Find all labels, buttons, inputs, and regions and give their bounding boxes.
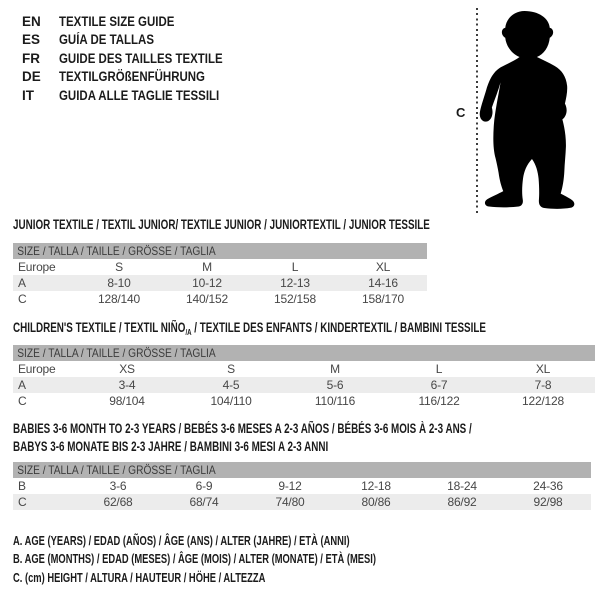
junior-size-table xyxy=(13,243,427,307)
size-header-bar: SIZE / TALLA / TAILLE / GRÖSSE / TAGLIA xyxy=(13,345,595,361)
nino-a-subscript: /A xyxy=(185,327,192,338)
footnote-age-years: A. AGE (YEARS) / EDAD (AÑOS) / ÂGE (ANS) / ALTER (JAHRE) / ETÀ (ANNI) xyxy=(13,532,350,548)
value-cell: 18-24 xyxy=(447,479,477,493)
value-cell: 3-4 xyxy=(118,378,136,392)
value-cell: 14-16 xyxy=(368,276,398,290)
value-cell: 80/86 xyxy=(361,495,391,509)
language-code: IT xyxy=(22,87,34,103)
row-label-cell: C xyxy=(18,495,27,509)
size-label-cell: XL xyxy=(535,362,551,376)
value-cell: 6-9 xyxy=(195,479,213,493)
row-label-cell: A xyxy=(18,276,26,290)
value-cell: 24-36 xyxy=(533,479,563,493)
value-cell: 140/152 xyxy=(186,292,228,306)
babies-size-table xyxy=(13,462,591,510)
value-cell: 5-6 xyxy=(326,378,344,392)
guide-title: TEXTILGRÖßENFÜHRUNG xyxy=(59,69,205,85)
size-label-cell: M xyxy=(202,260,212,274)
footnote-height-cm: C. (cm) HEIGHT / ALTURA / HAUTEUR / HÖHE / ALTEZZA xyxy=(13,569,266,585)
children-table-grid xyxy=(13,361,595,409)
language-row-de xyxy=(22,68,252,87)
size-header-bar: SIZE / TALLA / TAILLE / GRÖSSE / TAGLIA xyxy=(13,243,427,259)
baby-silhouette-icon xyxy=(479,8,578,212)
value-cell: 74/80 xyxy=(275,495,305,509)
size-label-cell: M xyxy=(330,362,340,376)
size-label-cell: S xyxy=(227,362,235,376)
height-measure-dotted-line xyxy=(476,8,478,213)
table-row xyxy=(13,494,591,510)
guide-title: GUIDE DES TAILLES TEXTILE xyxy=(59,50,223,66)
value-cell: 62/68 xyxy=(103,495,133,509)
size-label-cell: XL xyxy=(375,260,391,274)
size-label-cell: XS xyxy=(119,362,135,376)
row-label-cell: Europe xyxy=(18,260,56,274)
guide-title: GUIDA ALLE TAGLIE TESSILI xyxy=(59,87,220,103)
footnote-age-months: B. AGE (MONTHS) / EDAD (MESES) / ÂGE (MOIS) / ALTER (MONATE) / ETÀ (MESI) xyxy=(13,551,376,567)
language-row-es xyxy=(22,31,252,50)
babies-section-title: BABIES 3-6 MONTH TO 2-3 YEARS / BEBÉS 3-6 MESES A 2-3 AÑOS / BÉBÉS 3-6 MOIS À 2-3 ANS / BABYS 3-6 MONATE BIS 2-3 JAHRE / BAMBINI 3-6 MESI A 2-3 ANNI xyxy=(13,421,472,454)
value-cell: 8-10 xyxy=(107,276,131,290)
value-cell: 116/122 xyxy=(418,394,460,408)
children-section-title: CHILDREN'S TEXTILE / TEXTIL $NIÑO_{/A}$ / TEXTILE DES ENFANTS / KINDERTEXTIL / BAMBINI TESSILE xyxy=(13,320,486,338)
language-code: EN xyxy=(22,13,41,29)
language-code: FR xyxy=(22,50,40,66)
value-cell: 12-18 xyxy=(361,479,391,493)
row-label-cell: B xyxy=(18,479,26,493)
size-label-cell: L xyxy=(435,362,443,376)
value-cell: 3-6 xyxy=(109,479,127,493)
guide-title: GUÍA DE TALLAS xyxy=(59,32,154,48)
table-row xyxy=(13,259,427,275)
table-row xyxy=(13,393,595,409)
language-code: DE xyxy=(22,69,41,85)
value-cell: 128/140 xyxy=(98,292,140,306)
value-cell: 68/74 xyxy=(189,495,219,509)
row-label-cell: Europe xyxy=(18,362,56,376)
value-cell: 86/92 xyxy=(447,495,477,509)
value-cell: 98/104 xyxy=(109,394,145,408)
size-label-cell: S xyxy=(115,260,123,274)
babies-table-grid xyxy=(13,478,591,510)
size-header-bar: SIZE / TALLA / TAILLE / GRÖSSE / TAGLIA xyxy=(13,462,591,478)
row-label-cell: C xyxy=(18,292,27,306)
table-row xyxy=(13,478,591,494)
language-row-en xyxy=(22,12,252,31)
junior-table-grid xyxy=(13,259,427,307)
value-cell: 4-5 xyxy=(222,378,240,392)
language-row-fr xyxy=(22,49,252,68)
language-code: ES xyxy=(22,32,41,48)
legend-footnotes xyxy=(13,531,517,587)
language-title-list xyxy=(22,12,252,105)
value-cell: 122/128 xyxy=(522,394,564,408)
table-row xyxy=(13,291,427,307)
size-label-cell: L xyxy=(291,260,299,274)
value-cell: 104/110 xyxy=(210,394,252,408)
table-row xyxy=(13,361,595,377)
value-cell: 92/98 xyxy=(533,495,563,509)
value-cell: 10-12 xyxy=(192,276,222,290)
row-label-cell: A xyxy=(18,378,26,392)
value-cell: 7-8 xyxy=(534,378,552,392)
row-label-cell: C xyxy=(18,394,27,408)
table-row xyxy=(13,377,595,393)
value-cell: 110/116 xyxy=(314,394,356,408)
children-size-table xyxy=(13,345,595,409)
value-cell: 9-12 xyxy=(278,479,302,493)
guide-title: TEXTILE SIZE GUIDE xyxy=(59,13,175,29)
value-cell: 152/158 xyxy=(274,292,316,306)
height-dimension-label: C xyxy=(456,105,466,120)
table-row xyxy=(13,275,427,291)
value-cell: 6-7 xyxy=(430,378,448,392)
value-cell: 158/170 xyxy=(362,292,404,306)
language-row-it xyxy=(22,86,252,105)
junior-section-title: JUNIOR TEXTILE / TEXTIL JUNIOR/ TEXTILE JUNIOR / JUNIORTEXTIL / JUNIOR TESSILE xyxy=(13,217,430,232)
value-cell: 12-13 xyxy=(280,276,310,290)
